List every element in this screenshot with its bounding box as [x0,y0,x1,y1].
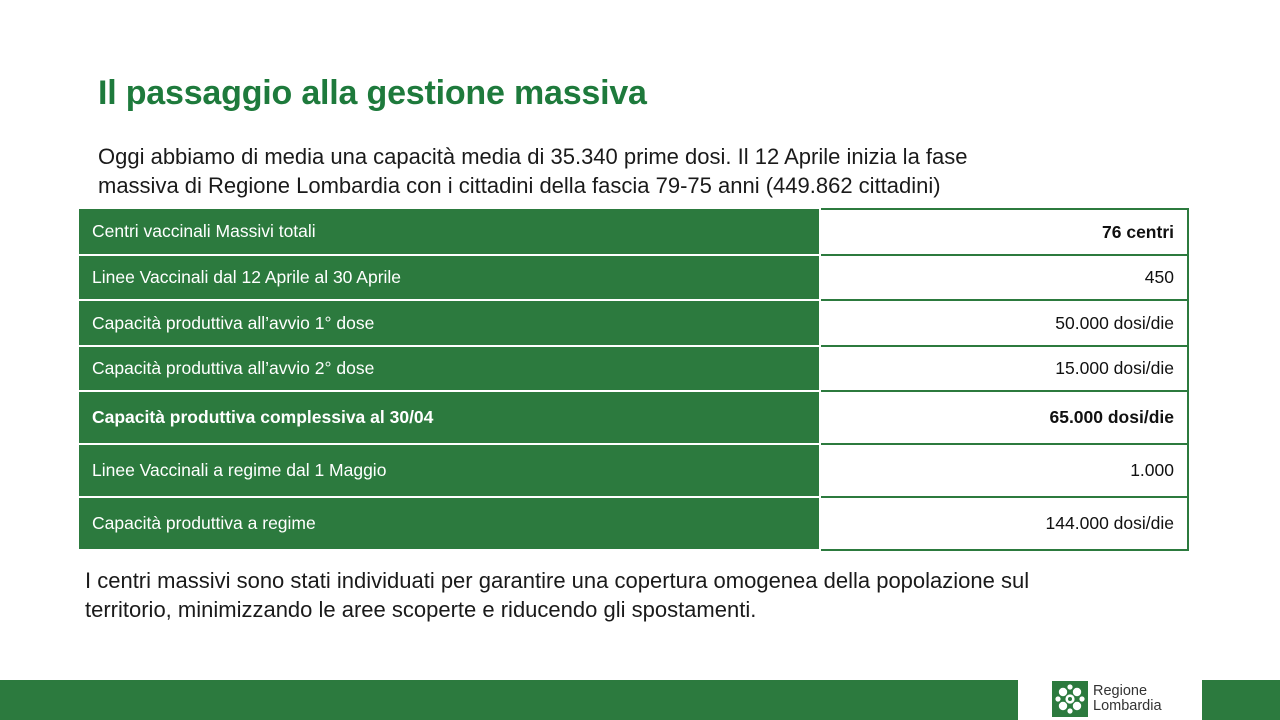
table-row [79,444,1188,497]
row-label: Capacità produttiva all’avvio 2° dose [79,346,820,391]
row-value: 1.000 [820,444,1188,497]
regione-lombardia-rosa-camuna-icon [1052,681,1088,717]
row-value: 50.000 dosi/die [820,300,1188,346]
intro-line-2: massiva di Regione Lombardia con i cittadini della fascia 79-75 anni (449.862 cittadini) [98,173,941,198]
table-row [79,209,1188,255]
row-label: Linee Vaccinali a regime dal 1 Maggio [79,444,820,497]
table-row [79,300,1188,346]
table-row [79,497,1188,550]
table-row [79,255,1188,300]
intro-line-1: Oggi abbiamo di media una capacità media di 35.340 prime dosi. Il 12 Aprile inizia la fase [98,144,968,169]
footer-bar-right [1202,680,1280,720]
logo-line-1: Regione [1093,683,1148,699]
row-label: Centri vaccinali Massivi totali [79,209,820,255]
table-row [79,391,1188,444]
logo-line-2: Lombardia [1093,698,1162,714]
row-label: Capacità produttiva all’avvio 1° dose [79,300,820,346]
slide-title: Il passaggio alla gestione massiva [98,74,647,112]
row-label: Capacità produttiva complessiva al 30/04 [79,391,820,444]
row-value: 450 [820,255,1188,300]
table-row [79,346,1188,391]
capacity-table [79,208,1189,551]
logo-wordmark [1093,684,1162,714]
row-value: 144.000 dosi/die [820,497,1188,550]
intro-paragraph [98,142,1198,200]
outro-paragraph [85,566,1205,624]
outro-line-2: territorio, minimizzando le aree scoperte e riducendo gli spostamenti. [85,597,757,622]
footer-bar-left [0,680,1018,720]
row-value: 65.000 dosi/die [820,391,1188,444]
regione-lombardia-logo [1052,680,1162,718]
row-label: Linee Vaccinali dal 12 Aprile al 30 Aprile [79,255,820,300]
outro-line-1: I centri massivi sono stati individuati per garantire una copertura omogenea della popolazione sul [85,568,1030,593]
row-value: 15.000 dosi/die [820,346,1188,391]
row-label: Capacità produttiva a regime [79,497,820,550]
row-value: 76 centri [820,209,1188,255]
